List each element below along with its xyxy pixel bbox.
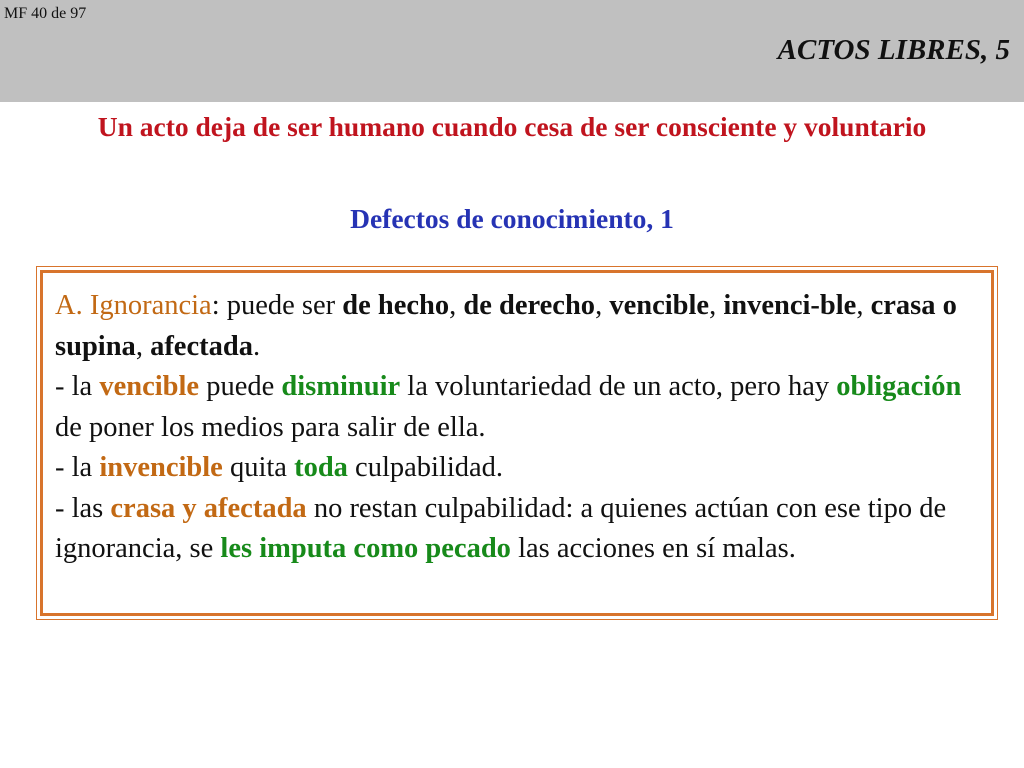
paragraph-vencible <box>55 367 979 448</box>
paragraph-crasa-afectada <box>55 489 979 570</box>
text-span: no restan culpabilidad: a quienes actúan con ese tipo de ignorancia, se <box>55 492 947 564</box>
page-counter: MF 40 de 97 <box>4 5 87 22</box>
text-span: puede <box>199 371 282 402</box>
text-span: quita <box>222 452 295 483</box>
term-afectada: afectada <box>150 330 253 362</box>
term-vencible: vencible <box>609 290 710 321</box>
section-title: Defectos de conocimiento, 1 <box>350 203 674 234</box>
term-disminuir: disminuir <box>281 371 401 402</box>
term-invencible: invenci-ble <box>723 290 857 321</box>
header-band <box>0 0 1024 102</box>
term-les-imputa-como-pecado: les imputa como pecado <box>220 533 511 564</box>
text-span: la voluntariedad de un acto, pero hay <box>400 371 837 402</box>
term-invencible-highlight: invencible <box>99 452 223 483</box>
content-box <box>36 266 998 620</box>
paragraph-ignorancia <box>55 286 979 367</box>
text-span: - la <box>55 452 100 483</box>
text-span: culpabilidad. <box>347 452 504 483</box>
term-obligacion: obligación <box>836 371 962 402</box>
text-span: : puede ser <box>211 290 343 321</box>
term-toda: toda <box>294 452 348 483</box>
text-span: , <box>856 290 871 321</box>
term-ignorancia: A. Ignorancia <box>55 290 212 321</box>
text-span: , <box>135 330 151 362</box>
text-span: , <box>595 290 610 321</box>
text-span: , <box>449 290 464 321</box>
text-span: - la <box>55 371 100 402</box>
text-span: - las <box>55 492 111 524</box>
text-span: de poner los medios para salir de ella. <box>55 411 486 443</box>
slide-subtitle: Un acto deja de ser humano cuando cesa de ser consciente y voluntario <box>97 111 927 142</box>
content-text <box>40 270 994 616</box>
text-span: . <box>252 330 261 362</box>
term-vencible-highlight: vencible <box>99 371 200 402</box>
slide-title: ACTOS LIBRES, 5 <box>777 34 1010 66</box>
term-de-derecho: de derecho <box>463 290 596 321</box>
text-span: , <box>709 290 724 321</box>
term-crasa-o-supina: crasa o supina <box>55 290 957 362</box>
text-span: las acciones en sí malas. <box>510 533 796 564</box>
term-de-hecho: de hecho <box>342 290 450 321</box>
term-crasa-y-afectada: crasa y afectada <box>110 492 307 524</box>
paragraph-invencible <box>55 448 979 489</box>
